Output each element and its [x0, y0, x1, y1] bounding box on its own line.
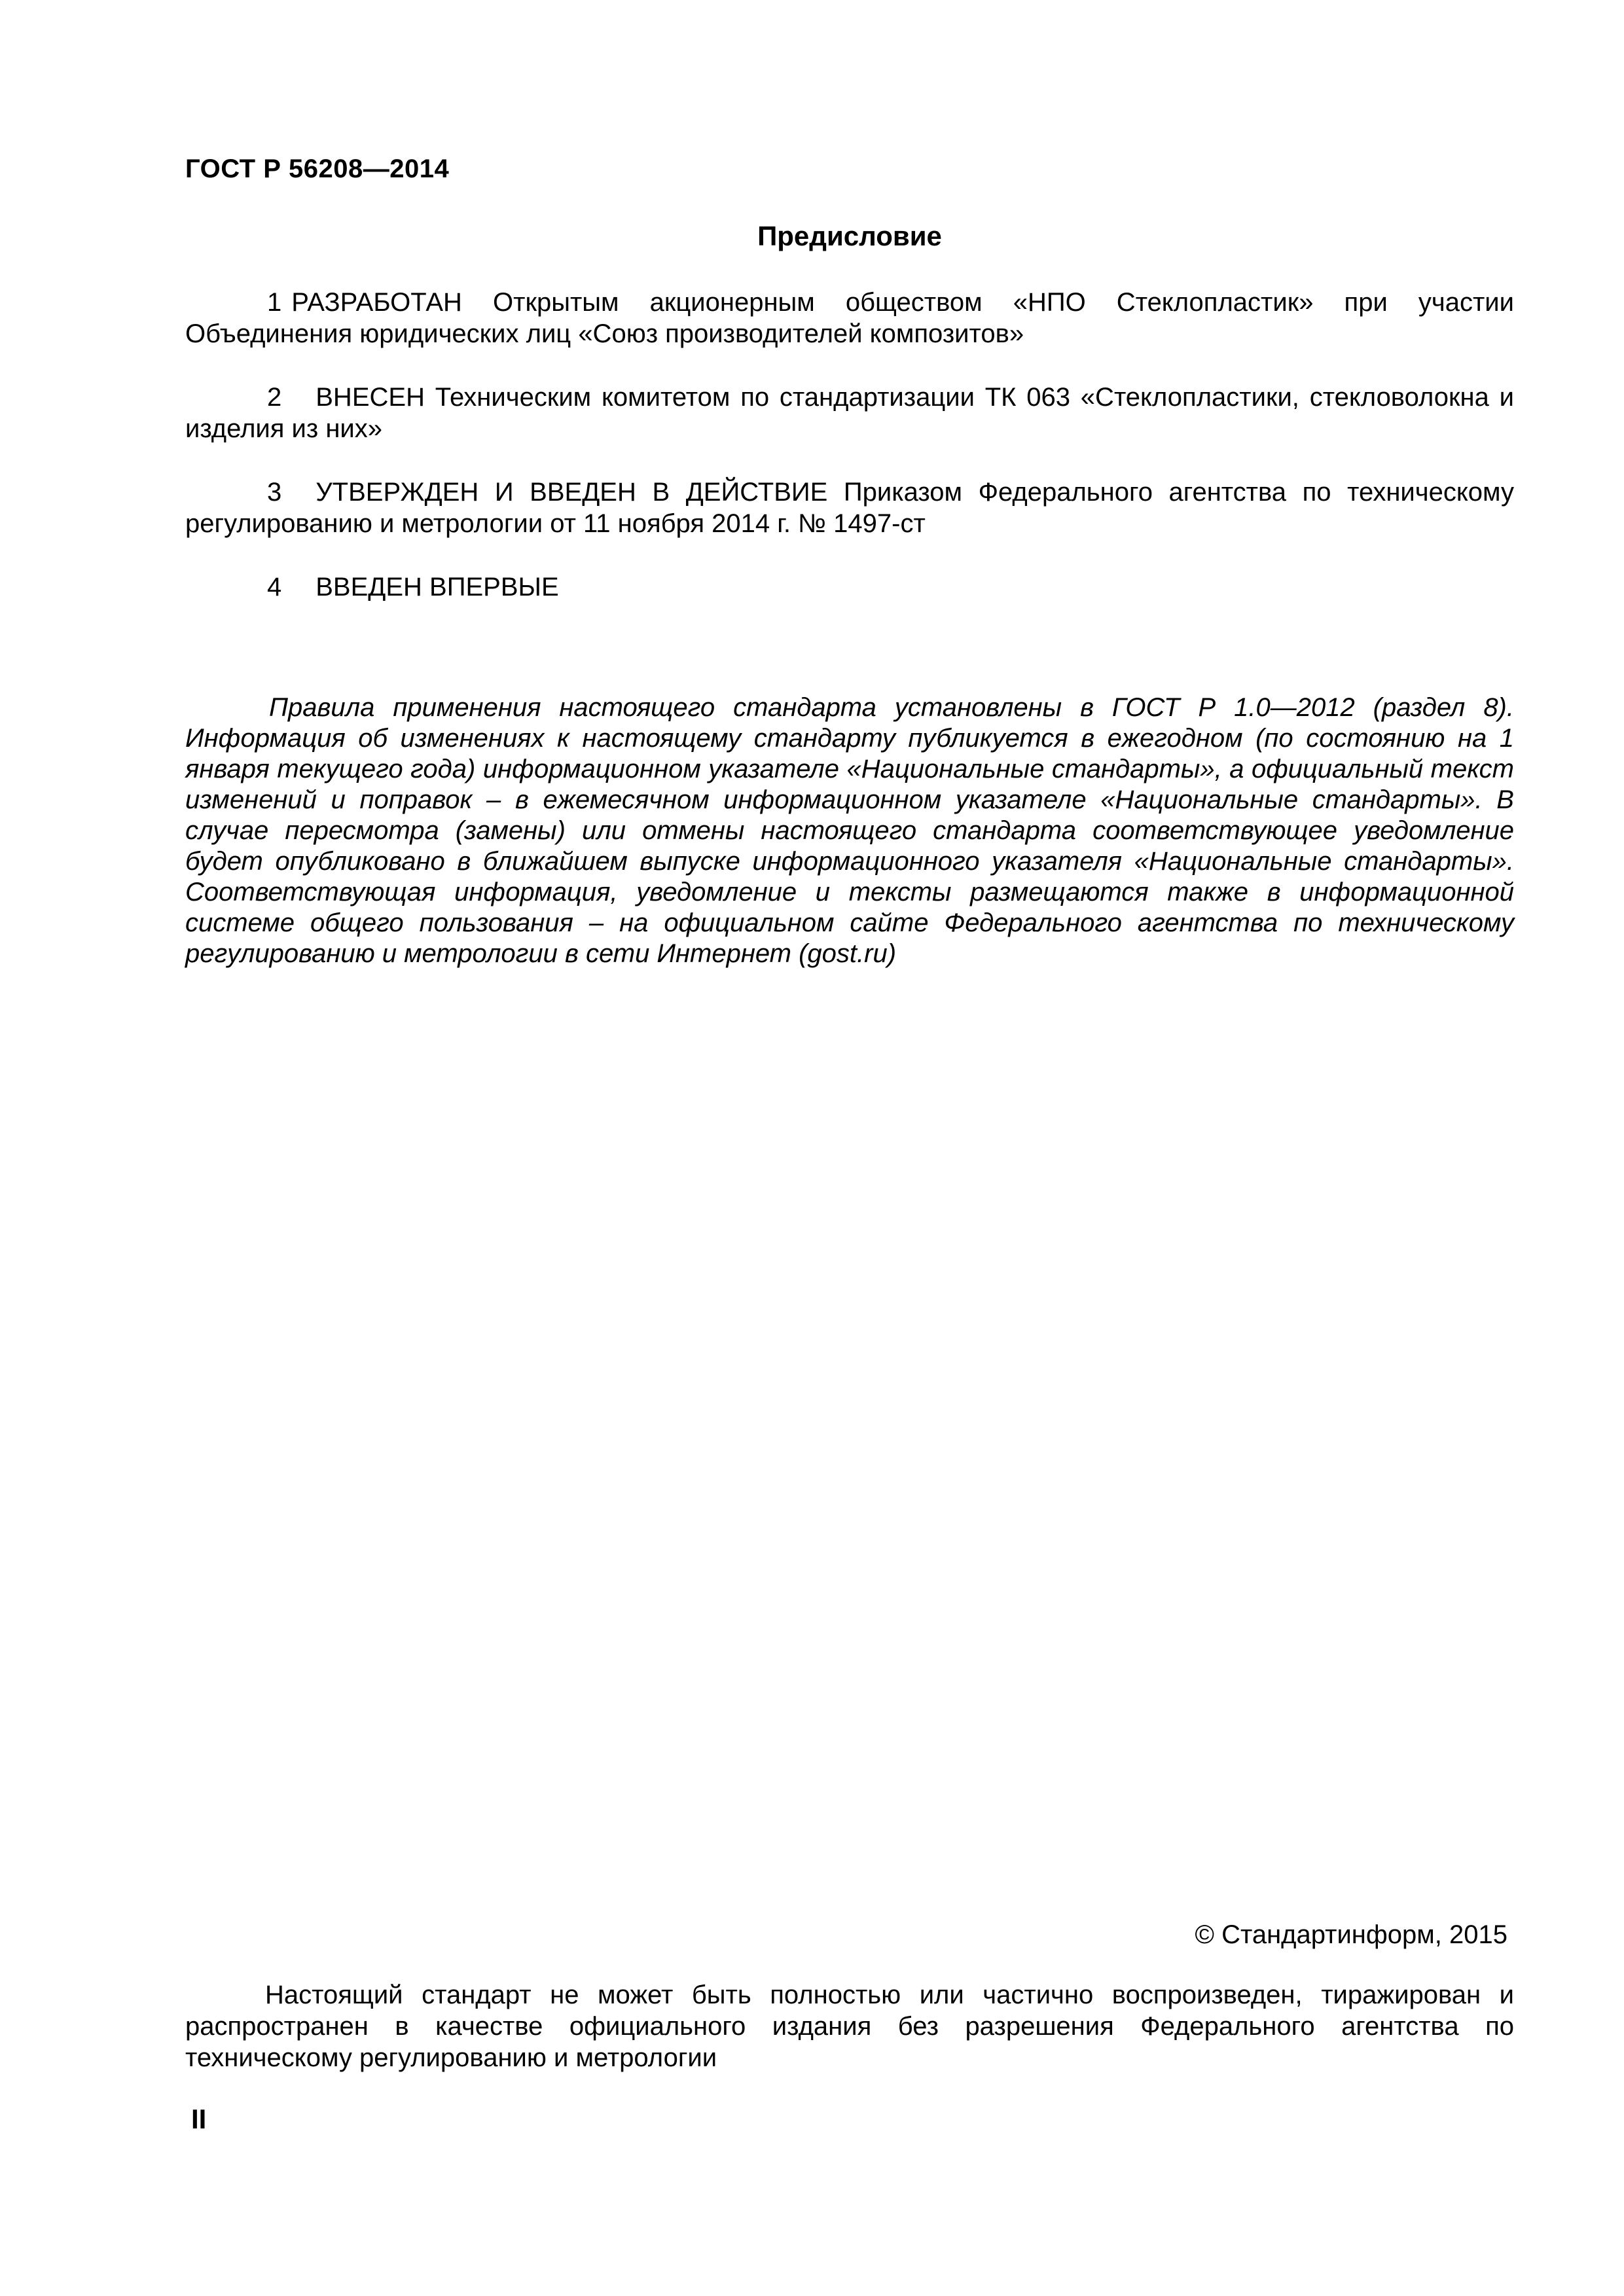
foreword-item-3: [185, 476, 1514, 539]
foreword-item-4-number: 4: [267, 573, 282, 601]
foreword-item-3-number: 3: [267, 478, 282, 507]
foreword-item-3-text: УТВЕРЖДЕН И ВВЕДЕН В ДЕЙСТВИЕ Приказом Федерального агентства по техническому регулированию и метрологии от 11 ноября 2014 г. № 1497-ст: [185, 478, 1514, 538]
page-number: II: [191, 2104, 207, 2134]
rules-application-note: Правила применения настоящего стандарта установлены в ГОСТ Р 1.0—2012 (раздел 8). Информация об изменениях к настоящему стандарту публикуется в ежегодном (по состоянию на 1 января текущего года) информационном указателе «Национальные стандарты», а официальный текст изменений и поправок – в ежемесячном информационном указателе «Национальные стандарты». В случае пересмотра (замены) или отмены настоящего стандарта соответствующее уведомление будет опубликовано в ближайшем выпуске информационного указателя «Национальные стандарты». Соответствующая информация, уведомление и тексты размещаются также в информационной системе общего пользования – на официальном сайте Федерального агентства по техническому регулированию и метрологии в сети Интернет (gost.ru): [185, 693, 1514, 968]
foreword-item-2-number: 2: [267, 383, 282, 412]
foreword-item-2: [185, 382, 1514, 444]
doc-code: ГОСТ Р 56208—2014: [185, 154, 450, 183]
foreword-item-1-text: РАЗРАБОТАН Открытым акционерным обществом «НПО Стеклопластик» при участии Объединения юридических лиц «Союз производителей композитов»: [185, 288, 1514, 348]
foreword-item-4: [185, 571, 1514, 603]
foreword-section: [185, 287, 1514, 635]
foreword-item-4-text: ВВЕДЕН ВПЕРВЫЕ: [316, 573, 559, 601]
foreword-item-2-text: ВНЕСЕН Техническим комитетом по стандартизации ТК 063 «Стеклопластики, стекловолокна и изделия из них»: [185, 383, 1514, 443]
foreword-item-1-number: 1: [267, 288, 282, 317]
page-title: Предисловие: [757, 221, 942, 251]
copyright-line: © Стандартинформ, 2015: [1195, 1920, 1507, 1949]
reproduction-notice: Настоящий стандарт не может быть полностью или частично воспроизведен, тиражирован и распространен в качестве официального издания без разрешения Федерального агентства по техническому регулированию и метрологии: [185, 1981, 1514, 2072]
foreword-item-1: [185, 287, 1514, 350]
